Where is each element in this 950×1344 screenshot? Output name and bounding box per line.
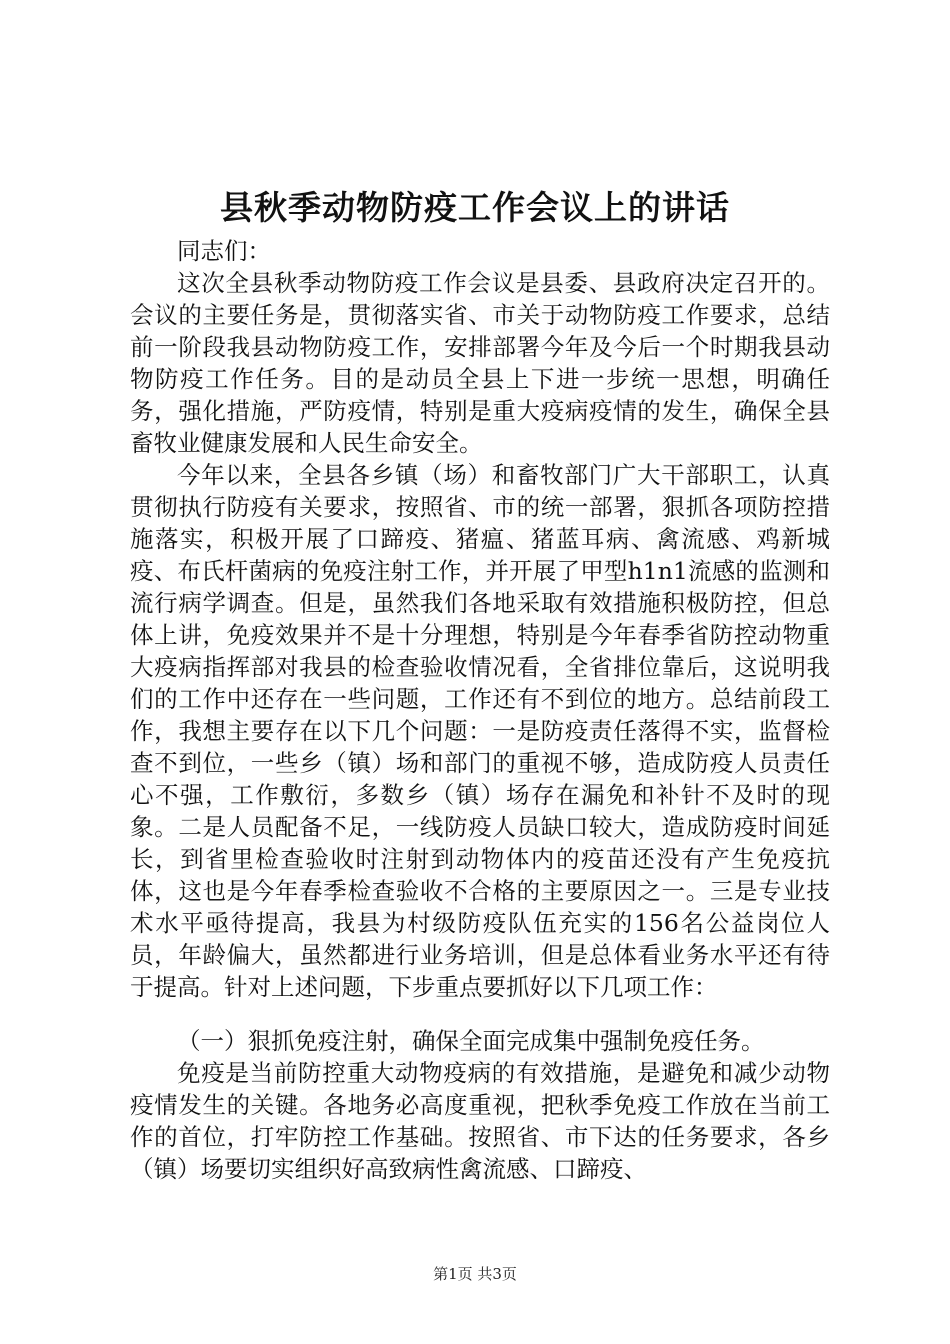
paragraph-intro: 这次全县秋季动物防疫工作会议是县委、县政府决定召开的。会议的主要任务是，贯彻落实省、市关于动物防疫工作要求，总结前一阶段我县动物防疫工作，安排部署今年及今后一个时期我县动物防疫工作任务。目的是动员全县上下进一步统一思想，明确任务，强化措施，严防疫情，特别是重大疫病疫情的发生，确保全县畜牧业健康发展和人民生命安全。 (130, 269, 830, 457)
page-footer: 第1页 共3页 (433, 1265, 517, 1283)
paragraph-review: 今年以来，全县各乡镇（场）和畜牧部门广大干部职工，认真贯彻执行防疫有关要求，按照省、市的统一部署，狠抓各项防控措施落实，积极开展了口蹄疫、猪瘟、猪蓝耳病、禽流感、鸡新城疫、布氏杆菌病的免疫注射工作，并开展了甲型h1n1流感的监测和流行病学调查。但是，虽然我们各地采取有效措施积极防控，但总体上讲，免疫效果并不是十分理想，特别是今年春季省防控动物重大疫病指挥部对我县的检查验收情况看，全省排位靠后，这说明我们的工作中还存在一些问题，工作还有不到位的地方。总结前段工作，我想主要存在以下几个问题：一是防疫责任落得不实，监督检查不到位，一些乡（镇）场和部门的重视不够，造成防疫人员责任心不强，工作敷衍，多数乡（镇）场存在漏免和补针不及时的现象。二是人员配备不足，一线防疫人员缺口较大，造成防疫时间延长，到省里检查验收时注射到动物体内的疫苗还没有产生免疫抗体，这也是今年春季检查验收不合格的主要原因之一。三是专业技术水平亟待提高，我县为村级防疫队伍充实的156名公益岗位人员，年龄偏大，虽然都进行业务培训，但是总体看业务水平还有待于提高。针对上述问题，下步重点要抓好以下几项工作： (130, 461, 830, 1001)
section-heading-1: （一）狠抓免疫注射，确保全面完成集中强制免疫任务。 (177, 1027, 765, 1055)
document-body (130, 235, 830, 1185)
salutation: 同志们： (177, 237, 271, 265)
paragraph-immunization: 免疫是当前防控重大动物疫病的有效措施，是避免和减少动物疫情发生的关键。各地务必高度重视，把秋季免疫工作放在当前工作的首位，打牢防控工作基础。按照省、市下达的任务要求，各乡（镇）场要切实组织好高致病性禽流感、口蹄疫、 (130, 1059, 830, 1183)
document-title: 县秋季动物防疫工作会议上的讲话 (220, 188, 730, 227)
